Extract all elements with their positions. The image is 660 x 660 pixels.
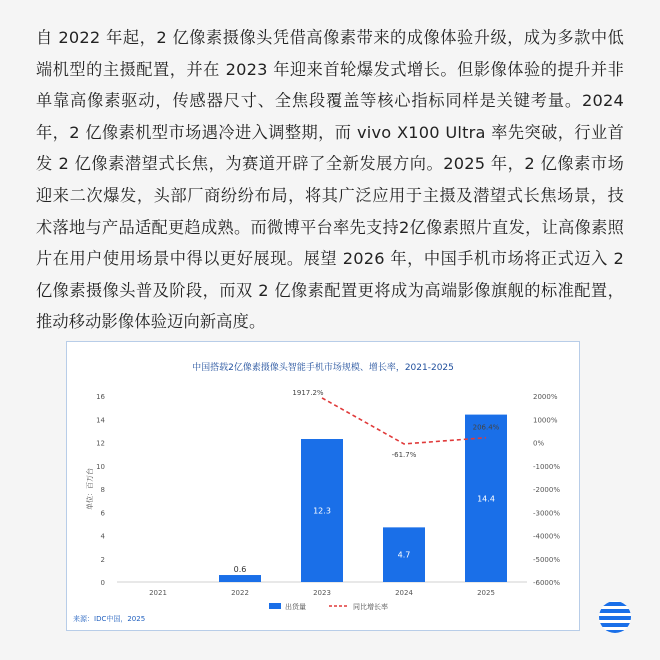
y2-tick-label: -5000% [533,555,560,564]
growth-value-label: -61.7% [391,450,417,459]
y2-tick-label: 1000% [533,416,558,425]
chart-title: 中国搭载2亿像素摄像头智能手机市场规模、增长率，2021-2025 [192,363,454,373]
growth-value-label: 1917.2% [292,388,324,397]
chart-card [66,341,580,631]
x-tick-label: 2025 [477,589,495,597]
y2-tick-label: -3000% [533,509,560,518]
legend-swatch-shipments [269,603,281,609]
bar [219,575,261,582]
y-tick-label: 14 [96,416,105,425]
combo-chart [67,342,579,630]
y2-tick-label: -6000% [533,579,560,587]
bar-value-label: 14.4 [477,494,495,504]
y-tick-label: 0 [100,579,105,587]
x-tick-label: 2024 [395,589,413,597]
brand-logo-icon [598,600,632,634]
y-tick-label: 12 [96,439,105,448]
bar-value-label: 0.6 [233,565,247,575]
y2-tick-label: -2000% [533,486,560,494]
y2-tick-label: 0% [533,439,545,448]
article-paragraph: 自 2022 年起，2 亿像素摄像头凭借高像素带来的成像体验升级，成为多款中低端机型的主摄配置，并在 2023 年迎来首轮爆发式增长。但影像体验的提升并非单靠高像素驱动，传感器尺寸、全焦段覆盖等核心指标同样是关键考量。2024 年，2 亿像素机型市场遇冷进入调整期，而 vivo X100 Ultra 率先突破，行业首发 2 亿像素潜望式长焦，为赛道开辟了全新发展方向。2025 年，2 亿像素市场迎来二次爆发，头部厂商纷纷布局，将其广泛应用于主摄及潜望式长焦场景，技术落地与产品适配更趋成熟。而微博平台率先支持2亿像素照片直发，让高像素照片在用户使用场景中得以更好展现。展望 2026 年，中国手机市场将正式迈入 2 亿像素摄像头普及阶段，而双 2 亿像素配置更将成为高端影像旗舰的标准配置，推动移动影像体验迈向新高度。 [36,28,624,332]
x-tick-label: 2021 [149,589,167,597]
y-tick-label: 10 [96,462,105,471]
y2-tick-label: -1000% [533,462,560,471]
x-tick-label: 2022 [231,589,249,597]
growth-value-label: 206.4% [472,423,500,432]
legend-label-shipments: 出货量 [285,603,306,611]
y-axis-label: 单位：百万台 [86,468,94,510]
y-tick-label: 4 [100,532,105,541]
y-tick-label: 8 [100,486,105,494]
y-tick-label: 6 [100,509,105,518]
bar-value-label: 12.3 [313,506,331,516]
chart-source: 来源：IDC中国，2025 [73,615,146,623]
y-tick-label: 16 [96,393,105,401]
growth-line [322,398,486,444]
legend-label-growth: 同比增长率 [353,603,388,611]
y-tick-label: 2 [100,555,105,564]
x-tick-label: 2023 [313,589,331,597]
bar-value-label: 4.7 [397,550,411,560]
y2-tick-label: 2000% [533,393,558,401]
y2-tick-label: -4000% [533,532,560,541]
